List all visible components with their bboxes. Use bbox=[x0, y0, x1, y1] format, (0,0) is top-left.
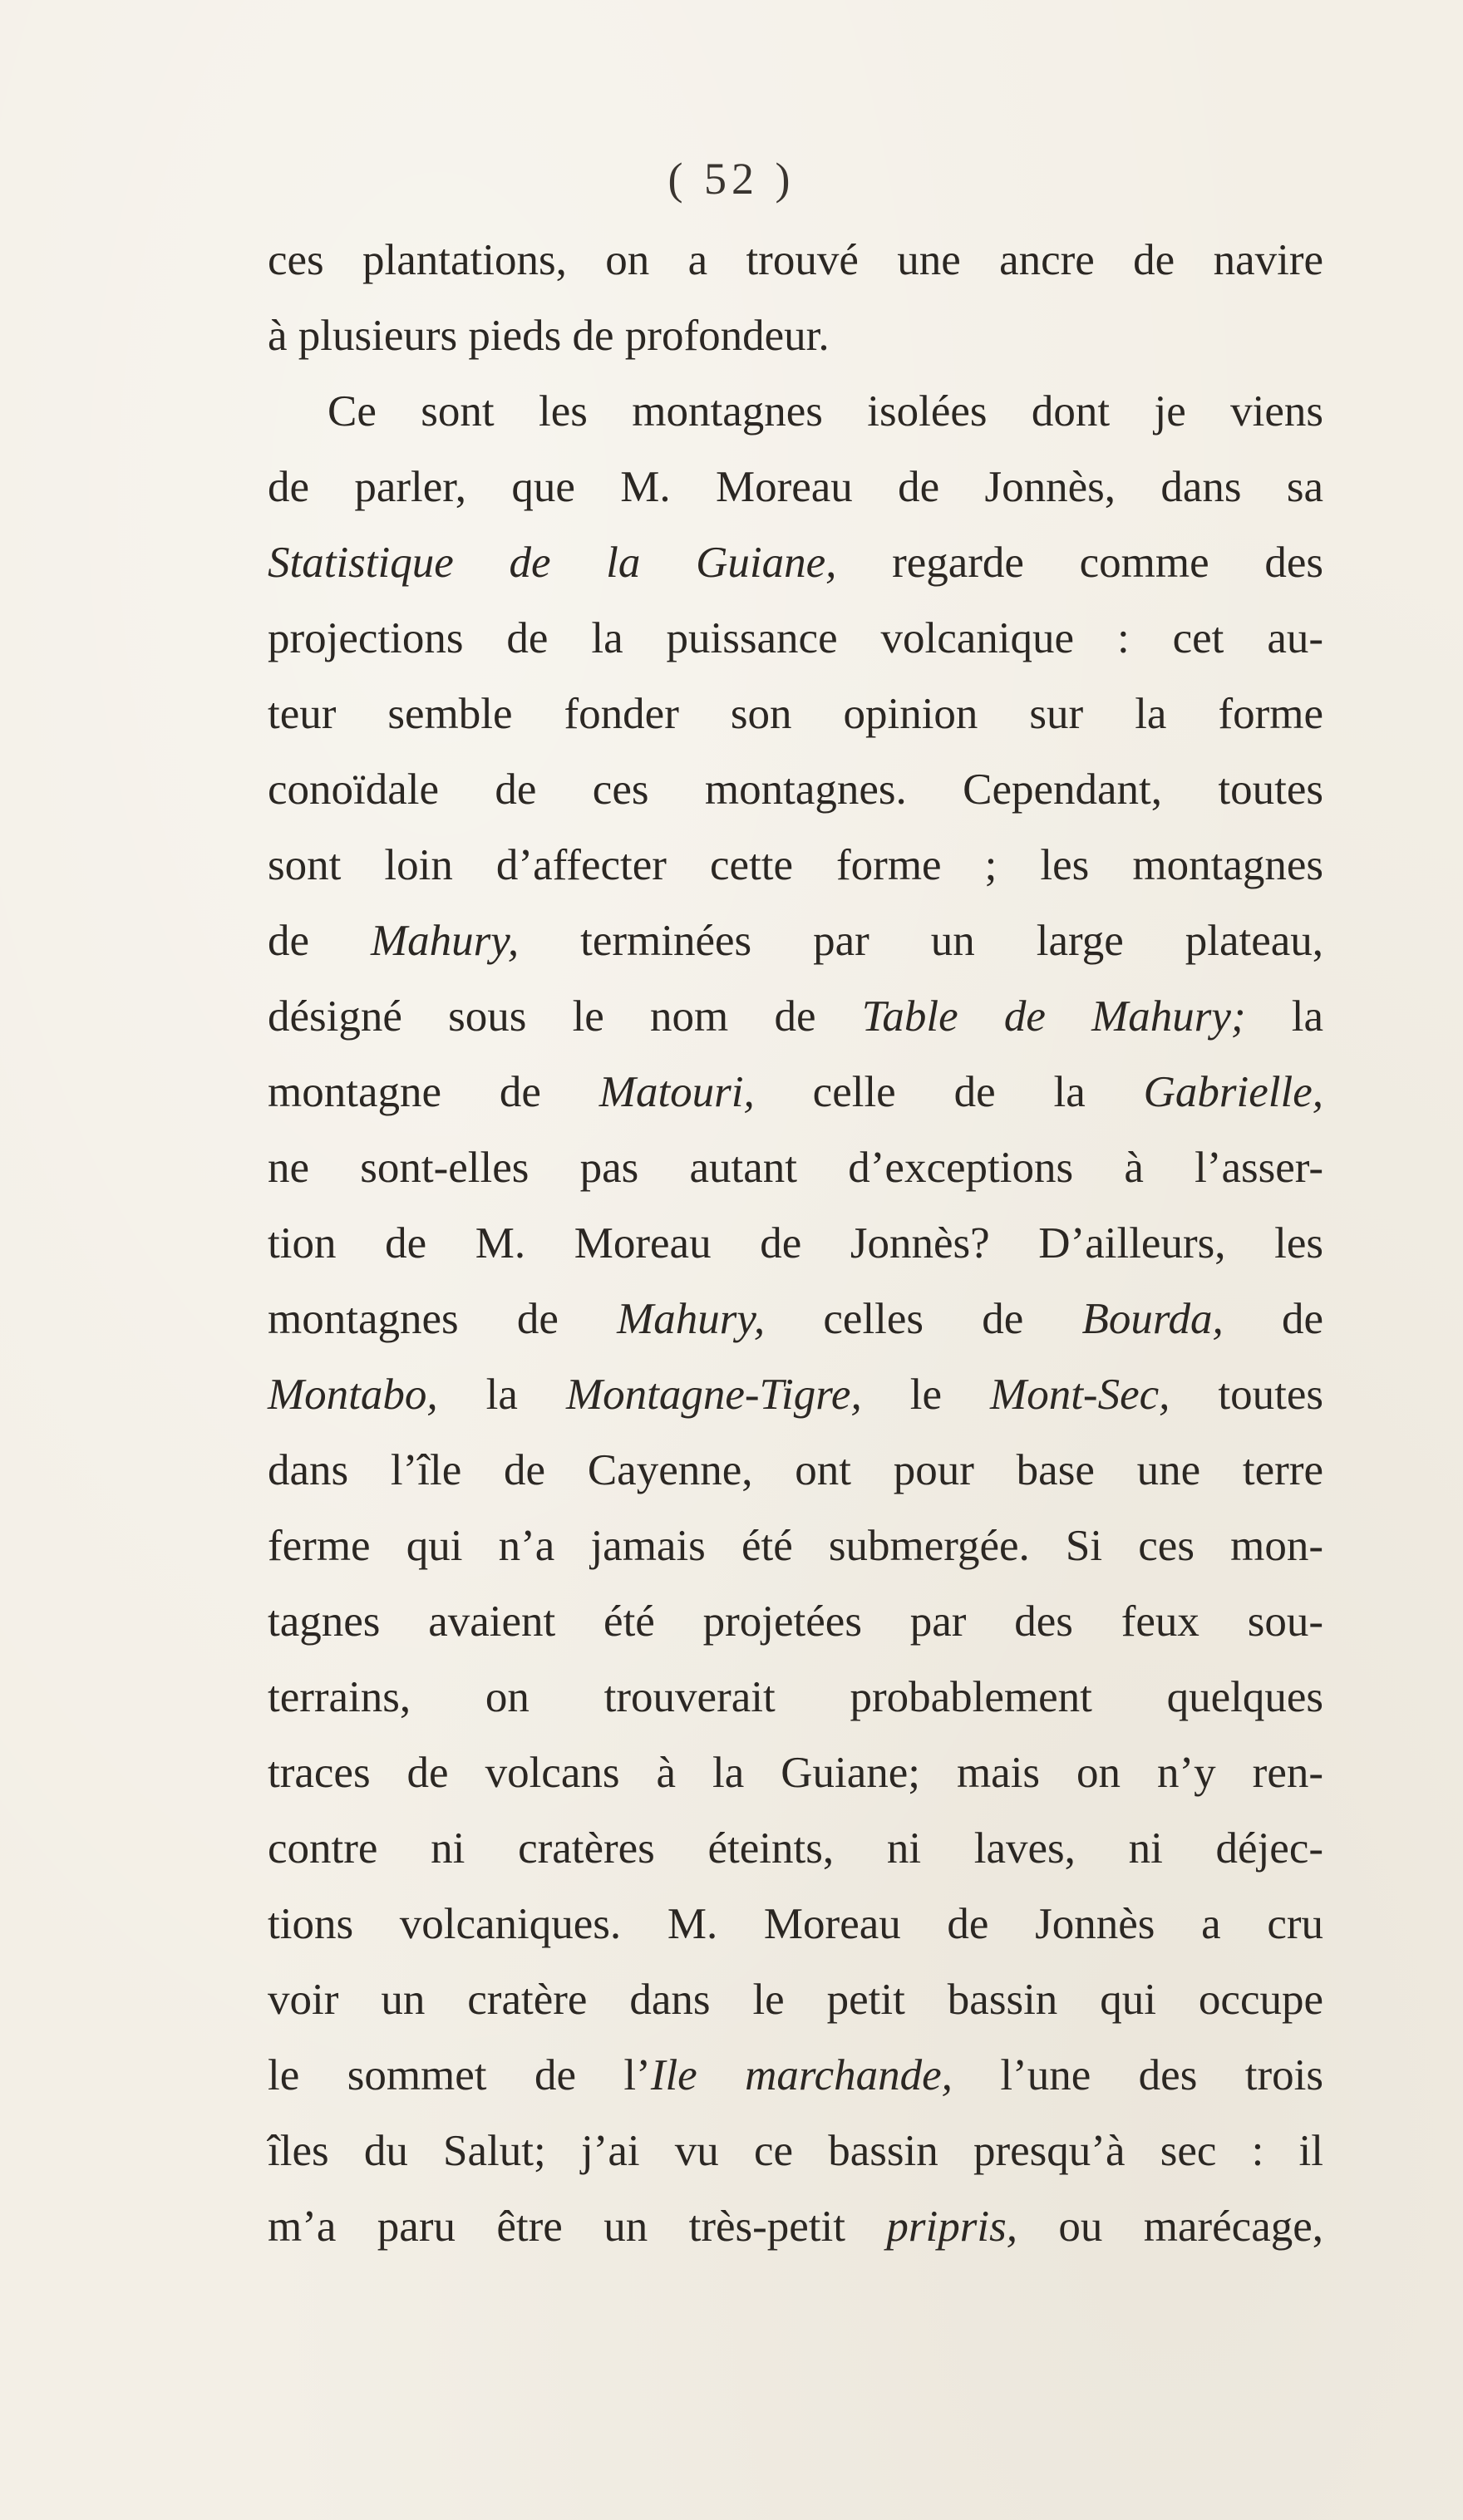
body-text bbox=[268, 223, 1323, 2265]
text-line bbox=[268, 1055, 1323, 1130]
text-line bbox=[268, 979, 1323, 1055]
text-segment: tion de M. Moreau de Jonnès? D’ailleurs, les bbox=[268, 1219, 1323, 1267]
text-segment: celle de la bbox=[754, 1068, 1144, 1116]
text-segment: terrains, on trouverait probablement quelques bbox=[268, 1673, 1323, 1721]
text-segment: la bbox=[437, 1371, 566, 1419]
text-segment: celles de bbox=[765, 1295, 1082, 1343]
italic-text: Statistique de la Guiane, bbox=[268, 539, 837, 587]
text-segment: traces de volcans à la Guiane; mais on n’y ren- bbox=[268, 1749, 1323, 1797]
text-line bbox=[268, 1584, 1323, 1660]
text-segment: à plusieurs pieds de profondeur. bbox=[268, 312, 830, 360]
text-line bbox=[268, 1887, 1323, 1962]
text-line bbox=[268, 223, 1323, 298]
text-segment: ferme qui n’a jamais été submergée. Si ces mon- bbox=[268, 1522, 1323, 1570]
text-segment: l’une des trois bbox=[952, 2051, 1323, 2099]
text-line bbox=[268, 1206, 1323, 1282]
text-segment: conoïdale de ces montagnes. Cependant, toutes bbox=[268, 765, 1323, 814]
text-segment: le sommet de l’ bbox=[268, 2051, 651, 2099]
text-segment: m’a paru être un très-petit bbox=[268, 2203, 887, 2251]
text-line bbox=[268, 374, 1323, 450]
text-segment: voir un cratère dans le petit bassin qui occupe bbox=[268, 1976, 1323, 2024]
text-segment: ne sont-elles pas autant d’exceptions à l’asser- bbox=[268, 1144, 1323, 1192]
text-line bbox=[268, 298, 1323, 374]
text-line bbox=[268, 601, 1323, 677]
text-segment: teur semble fonder son opinion sur la forme bbox=[268, 690, 1323, 738]
text-segment: le bbox=[861, 1371, 991, 1419]
italic-text: Ile marchande, bbox=[650, 2051, 953, 2099]
page-number: ( 52 ) bbox=[667, 154, 796, 204]
italic-text: pripris, bbox=[886, 2203, 1017, 2251]
text-segment: désigné sous le nom de bbox=[268, 992, 862, 1041]
text-line bbox=[268, 1735, 1323, 1811]
italic-text: Gabrielle, bbox=[1143, 1068, 1323, 1116]
text-line bbox=[268, 1130, 1323, 1206]
text-line bbox=[268, 1811, 1323, 1887]
text-line bbox=[268, 1660, 1323, 1735]
italic-text: Mont-Sec, bbox=[990, 1371, 1170, 1419]
text-line bbox=[268, 2114, 1323, 2189]
text-line bbox=[268, 677, 1323, 752]
text-line bbox=[268, 2038, 1323, 2114]
italic-text: Montabo, bbox=[268, 1371, 438, 1419]
italic-text: Mahury, bbox=[617, 1295, 766, 1343]
text-line bbox=[268, 1357, 1323, 1433]
italic-text: Table de Mahury; bbox=[861, 992, 1246, 1041]
text-line bbox=[268, 1962, 1323, 2038]
text-line bbox=[268, 1282, 1323, 1357]
text-line bbox=[268, 903, 1323, 979]
italic-text: Matouri, bbox=[598, 1068, 755, 1116]
text-segment: contre ni cratères éteints, ni laves, ni déjec- bbox=[268, 1824, 1323, 1873]
text-segment: ou marécage, bbox=[1017, 2203, 1323, 2251]
text-segment: montagnes de bbox=[268, 1295, 618, 1343]
text-segment: de bbox=[1223, 1295, 1323, 1343]
text-line bbox=[268, 450, 1323, 525]
text-segment: de bbox=[268, 917, 372, 965]
text-line bbox=[268, 752, 1323, 828]
text-line bbox=[268, 1433, 1323, 1509]
text-segment: ces plantations, on a trouvé une ancre de navire bbox=[268, 236, 1323, 284]
text-line bbox=[268, 1509, 1323, 1584]
italic-text: Bourda, bbox=[1081, 1295, 1224, 1343]
text-segment: terminées par un large plateau, bbox=[519, 917, 1323, 965]
text-segment: toutes bbox=[1170, 1371, 1324, 1419]
italic-text: Mahury, bbox=[371, 917, 520, 965]
text-segment: tagnes avaient été projetées par des feux sou- bbox=[268, 1597, 1323, 1646]
text-segment: îles du Salut; j’ai vu ce bassin presqu’à sec : il bbox=[268, 2127, 1323, 2175]
text-segment: montagne de bbox=[268, 1068, 599, 1116]
text-segment: dans l’île de Cayenne, ont pour base une terre bbox=[268, 1446, 1323, 1494]
text-segment: tions volcaniques. M. Moreau de Jonnès a cru bbox=[268, 1900, 1323, 1948]
text-segment: projections de la puissance volcanique : cet au- bbox=[268, 614, 1323, 662]
text-line bbox=[268, 828, 1323, 903]
text-segment: regarde comme des bbox=[836, 539, 1323, 587]
text-line bbox=[268, 2189, 1323, 2265]
text-line bbox=[268, 525, 1323, 601]
italic-text: Montagne-Tigre, bbox=[565, 1371, 862, 1419]
text-segment: sont loin d’affecter cette forme ; les montagnes bbox=[268, 841, 1323, 889]
text-segment: de parler, que M. Moreau de Jonnès, dans sa bbox=[268, 463, 1323, 511]
text-segment: Ce sont les montagnes isolées dont je viens bbox=[328, 387, 1323, 436]
text-segment: la bbox=[1245, 992, 1323, 1041]
